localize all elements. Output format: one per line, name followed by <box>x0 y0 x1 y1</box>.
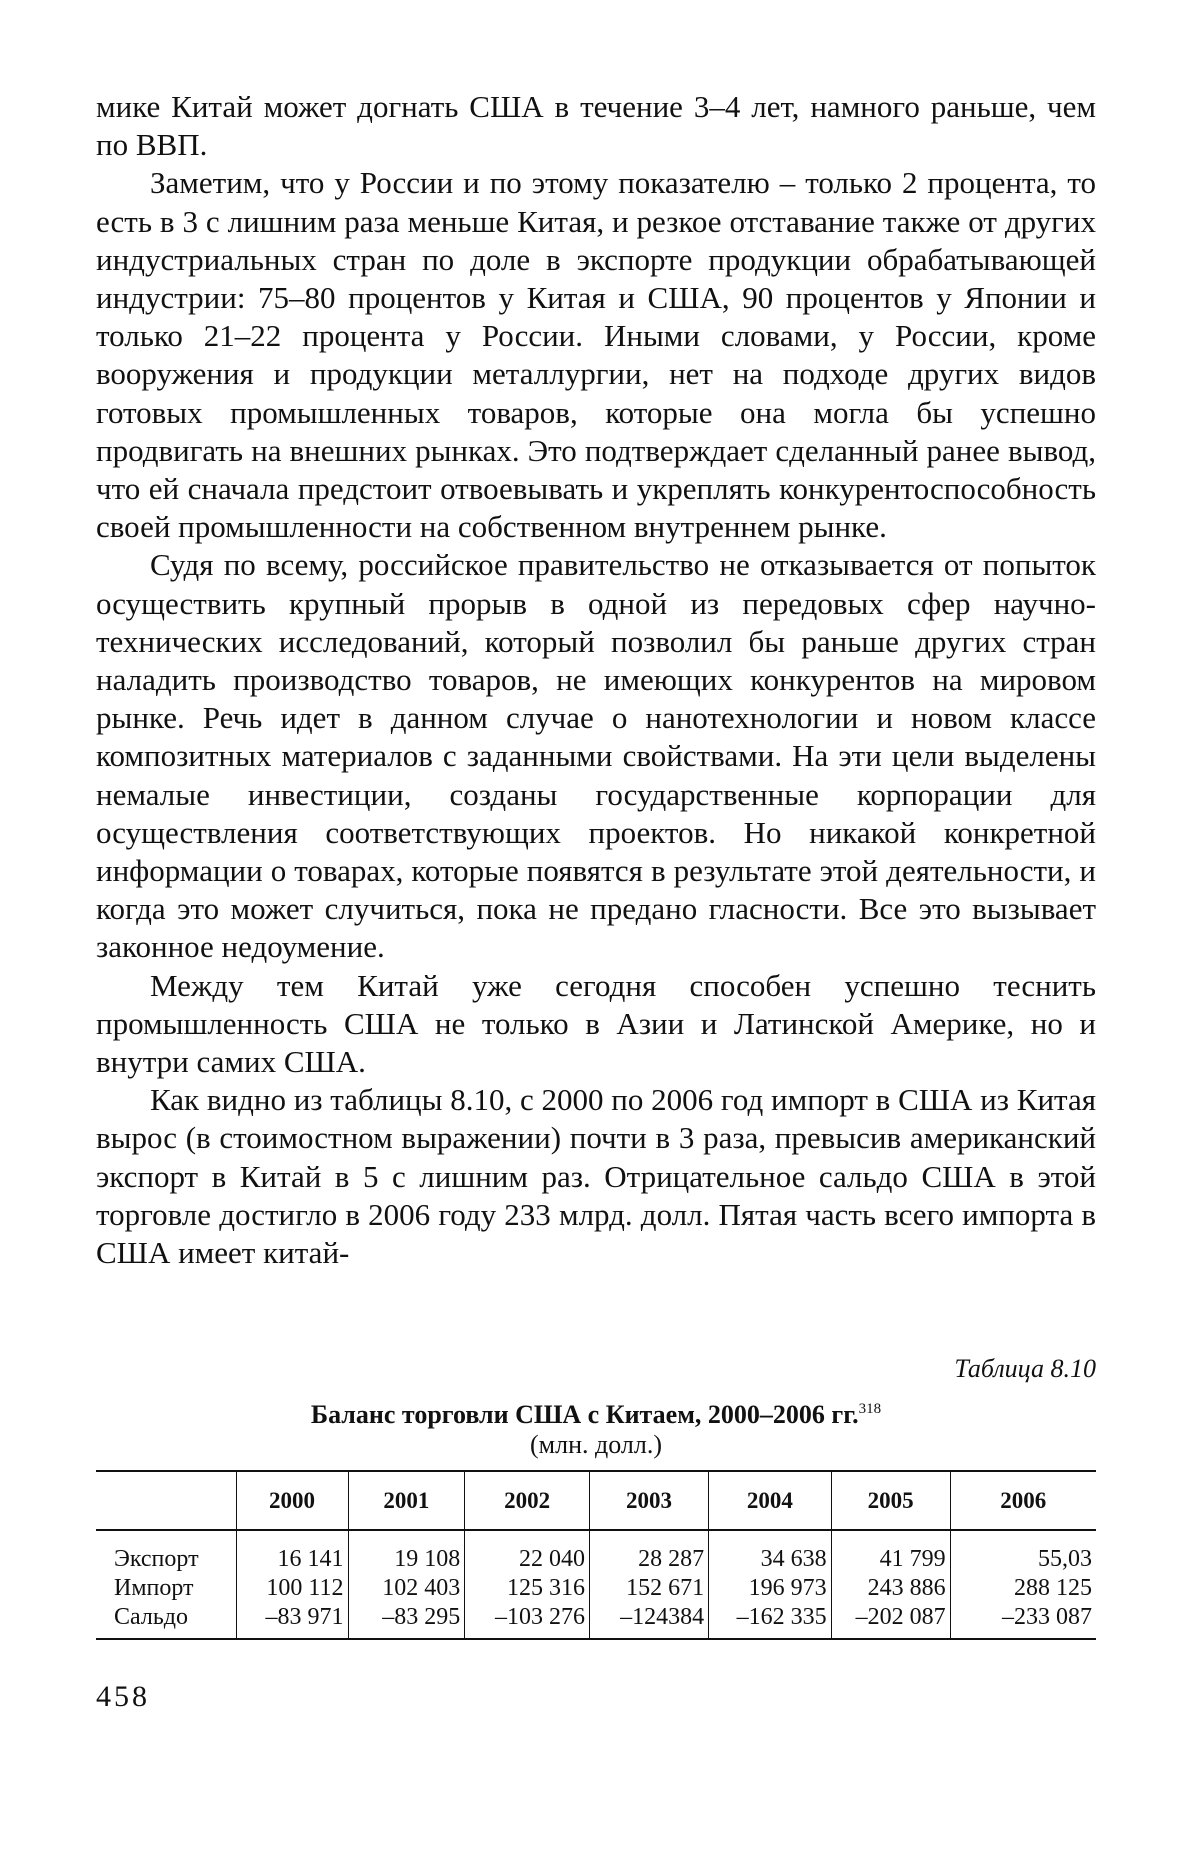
header-cell-2006: 2006 <box>950 1471 1096 1530</box>
table-cell: 100 112 <box>236 1574 348 1603</box>
trade-balance-table <box>96 1470 1096 1640</box>
table-cell: –202 087 <box>831 1603 950 1639</box>
header-cell-empty <box>96 1471 236 1530</box>
table-title-text: Баланс торговли США с Китаем, 2000–2006 гг. <box>310 1400 859 1430</box>
header-cell-2000: 2000 <box>236 1471 348 1530</box>
header-cell-2004: 2004 <box>709 1471 832 1530</box>
table-row-import <box>96 1574 1096 1603</box>
table-cell: 16 141 <box>236 1530 348 1574</box>
table-cell: 22 040 <box>465 1530 590 1574</box>
row-label-import: Импорт <box>114 1575 194 1602</box>
header-cell-2005: 2005 <box>831 1471 950 1530</box>
table-cell: 28 287 <box>590 1530 709 1574</box>
book-page <box>96 88 1096 1640</box>
paragraph-5: Как видно из таблицы 8.10, с 2000 по 2006 год импорт в США из Китая вырос (в стоимостном выражении) почти в 3 раза, превысив американский экспорт в Китай в 5 с лишним раз. Отрицательное сальдо США в этой торговле достигло в 2006 году 233 млрд. долл. Пятая часть всего импорта в США имеет китай- <box>96 1082 1096 1271</box>
paragraph-2: Заметим, что у России и по этому показателю – только 2 процента, то есть в 3 с лишним раза меньше Китая, и резкое отставание также от других индустриальных стран по доле в экспорте продукции обрабатывающей индустрии: 75–80 процентов у Китая и США, 90 процентов у Японии и только 21–22 процента у России. Иными словами, у России, кроме вооружения и продукции металлургии, нет на подходе других видов готовых промышленных товаров, которые она могла бы успешно продвигать на внешних рынках. Это подтверждает сделанный ранее вывод, что ей сначала предстоит отвоевывать и укреплять конкурентоспособность своей промышленности на собственном внутреннем рынке. <box>96 165 1096 545</box>
table-header-row <box>96 1471 1096 1530</box>
table-footnote-marker: 318 <box>858 1401 882 1418</box>
table-row-export <box>96 1530 1096 1574</box>
table-cell: 152 671 <box>590 1574 709 1603</box>
table-cell: 288 125 <box>950 1574 1096 1603</box>
table-cell: –124384 <box>590 1603 709 1639</box>
header-cell-2003: 2003 <box>590 1471 709 1530</box>
table-cell: –103 276 <box>465 1603 590 1639</box>
table-number: Таблица 8.10 <box>954 1354 1096 1384</box>
table-cell: 41 799 <box>831 1530 950 1574</box>
table-cell: –83 295 <box>348 1603 465 1639</box>
header-cell-2001: 2001 <box>348 1471 465 1530</box>
table-cell: –233 087 <box>950 1603 1096 1639</box>
page-number: 458 <box>96 1680 150 1713</box>
table-title <box>96 1394 1096 1430</box>
table-cell: 19 108 <box>348 1530 465 1574</box>
table-row-balance <box>96 1603 1096 1639</box>
paragraph-3: Судя по всему, российское правительство не отказывается от попыток осуществить крупный прорыв в одной из передовых сфер научно-технических исследований, который позволил бы раньше других стран наладить производство товаров, не имеющих конкурентов на мировом рынке. Речь идет в данном случае о нанотехнологии и новом классе композитных материалов с заданными свойствами. На эти цели выделены немалые инвестиции, созданы государственные корпорации для осуществления соответствующих проектов. Но никакой конкретной информации о товарах, которые появятся в результате этой деятельности, и когда это может случиться, пока не предано гласности. Все это вызывает законное недоумение. <box>96 547 1096 965</box>
header-cell-2002: 2002 <box>465 1471 590 1530</box>
row-label-balance: Сальдо <box>96 1603 236 1639</box>
table-cell: –162 335 <box>709 1603 832 1639</box>
table-cell: 34 638 <box>709 1530 832 1574</box>
table-units: (млн. долл.) <box>530 1430 662 1460</box>
table-cell: 55,03 <box>950 1530 1096 1574</box>
table-cell: 102 403 <box>348 1574 465 1603</box>
table-cell: –83 971 <box>236 1603 348 1639</box>
table-cell: 243 886 <box>831 1574 950 1603</box>
paragraph-1: мике Китай может догнать США в течение 3–4 лет, намного раньше, чем по ВВП. <box>96 89 1096 163</box>
table-cell: 125 316 <box>465 1574 590 1603</box>
table-cell: 196 973 <box>709 1574 832 1603</box>
row-label-export: Экспорт <box>114 1546 199 1573</box>
paragraph-4: Между тем Китай уже сегодня способен успешно теснить промышленность США не только в Азии и Латинской Америке, но и внутри самих США. <box>96 967 1096 1080</box>
